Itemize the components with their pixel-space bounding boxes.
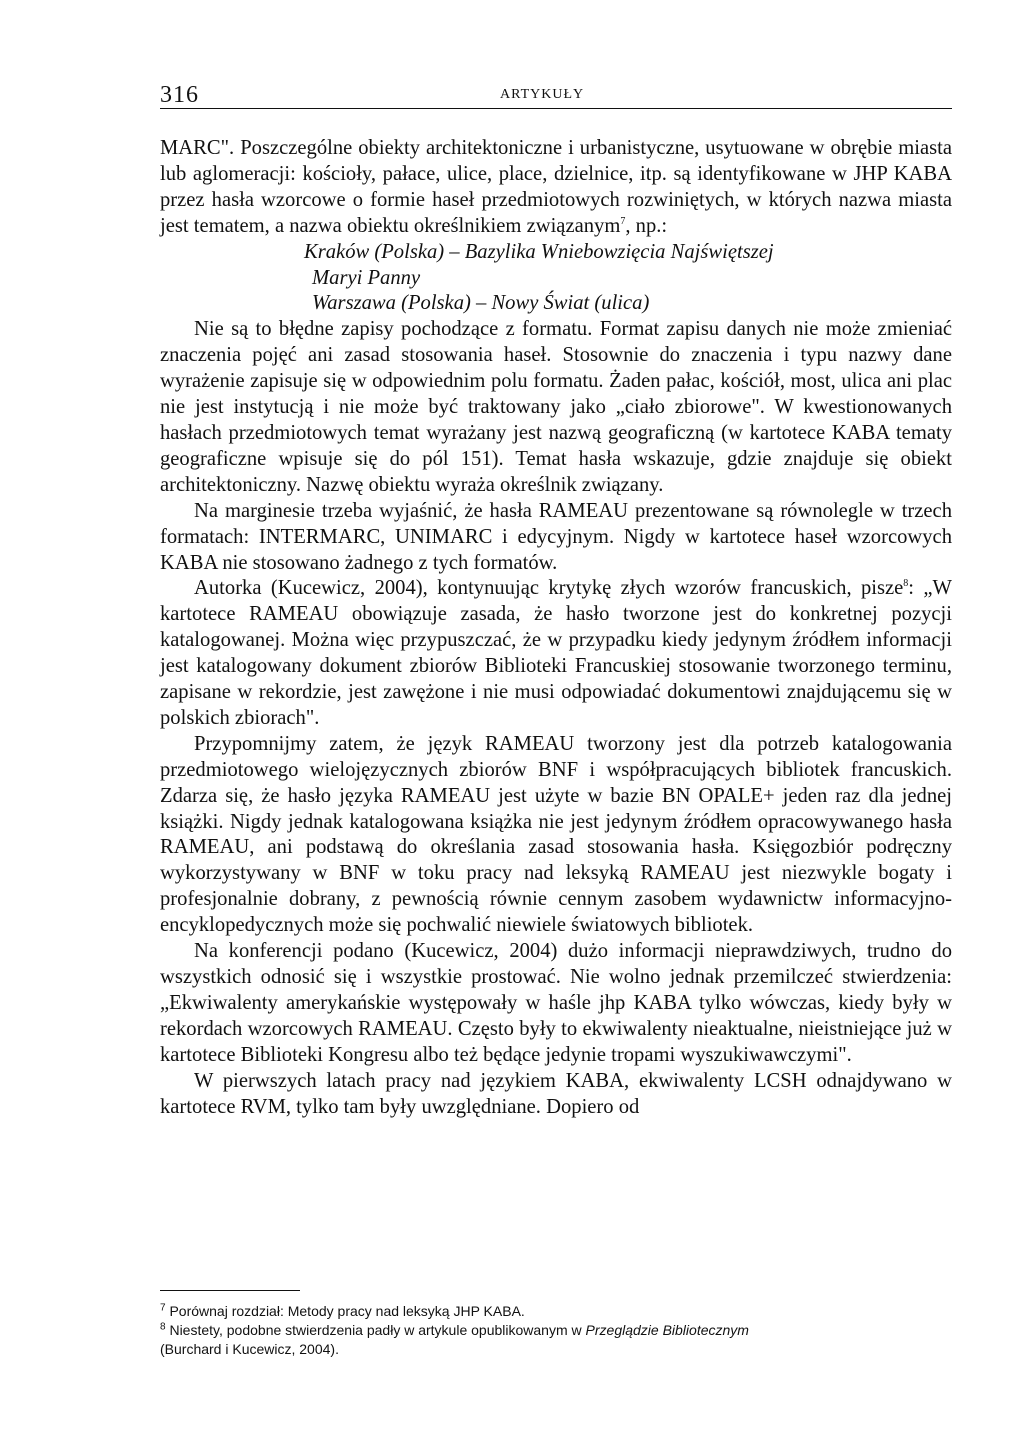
footnote-8-text: Niestety, podobne stwierdzenia padły w artykule opublikowanym w xyxy=(169,1322,582,1338)
paragraph-7: W pierwszych latach pracy nad językiem KABA, ekwiwalenty LCSH odnajdywano w kartotece RVM, tylko tam były uwzględniane. Dopiero od xyxy=(160,1069,952,1118)
paragraph-1 xyxy=(160,136,952,240)
paragraph-5: Przypomnijmy zatem, że język RAMEAU tworzony jest dla potrzeb katalogowania przedmiotowego wielojęzycznych zbiorów BNF i współpracujących bibliotek francuskich. Zdarza się, że hasło języka RAMEAU jest użyte w bazie BN OPALE+ jeden raz dla jednej książki. Nigdy jednak katalogowana książka nie jest jedynym źródłem opracowywanego hasła RAMEAU, ani podstawą do określania zasad stosowania hasła. Księgozbiór podręczny wykorzystywany w BNF w toku pracy nad leksyką RAMEAU jest niezwykle bogaty i profesjonalnie dobrany, z pewnością równie cennym zasobem wydawnictw informacyjno-encyklopedycznych może się pochwalić niewiele światowych bibliotek. xyxy=(160,732,952,937)
paragraph-6: Na konferencji podano (Kucewicz, 2004) dużo informacji nieprawdziwych, trudno do wszystkich odnosić się i wszystkie prostować. Nie wolno jednak przemilczeć stwierdzenia: „Ekwiwalenty amerykańskie występowały w haśle jhp KABA tylko wówczas, kiedy były w rekordach wzorcowych RAMEAU. Często były to ekwiwalenty nieaktualne, nieistniejące już w kartotece Biblioteki Kongresu albo też będące jedynie tropami wyszukiwawczymi". xyxy=(160,940,952,1066)
example-headings xyxy=(304,240,952,318)
page-header xyxy=(160,70,952,109)
footnote-ref-8: 8 xyxy=(903,578,909,590)
page-number: 316 xyxy=(160,82,199,108)
example-heading-1: Kraków (Polska) – Bazylika Wniebowzięcia Najświętszej xyxy=(304,240,774,263)
footnotes xyxy=(160,1302,952,1359)
footnote-8-journal-title: Przeglądzie Bibliotecznym xyxy=(585,1322,749,1338)
footnote-8 xyxy=(160,1321,952,1340)
example-heading-2: Warszawa (Polska) – Nowy Świat (ulica) xyxy=(312,292,650,315)
footnote-8-number: 8 xyxy=(160,1321,166,1333)
footnote-7 xyxy=(160,1302,952,1321)
paragraph-2: Nie są to błędne zapisy pochodzące z formatu. Format zapisu danych nie może zmieniać znaczenia pojęć ani zasad stosowania haseł. Stosownie do znaczenia i typu nazwy dane wyrażenie zapisuje się w odpowiednim polu formatu. Żaden pałac, kościół, most, ulica ani plac nie jest instytucją i nie może być traktowany jako „ciało zbiorowe". W kwestionowanych hasłach przedmiotowych temat wyrażany jest nazwą geograficzną (w kartotece KABA tematy geograficzne wpisuje się do pól 151). Temat hasła wskazuje, gdzie znajduje się obiekt architektoniczny. Nazwę obiektu wyraża określnik związany. xyxy=(160,318,952,496)
footnote-ref-7: 7 xyxy=(620,215,626,227)
paragraph-1-text: MARC". Poszczególne obiekty architektoniczne i urbanistyczne, usytuowane w obrębie miasta lub aglomeracji: kościoły, pałace, ulice, place, dzielnice, itp. są identyfikowane w JHP KABA przez hasła wzorcowe o formie haseł przedmiotowych rozwiniętych, w których nazwa miasta jest tematem, a nazwa obiektu określnikiem związanym xyxy=(160,137,952,237)
page xyxy=(160,70,952,1357)
footnote-7-number: 7 xyxy=(160,1302,166,1314)
article-body xyxy=(160,136,952,1120)
footnote-divider xyxy=(160,1290,300,1291)
footnote-7-text: Porównaj rozdział: Metody pracy nad leksyką JHP KABA. xyxy=(169,1303,525,1319)
footnote-8-continuation: (Burchard i Kucewicz, 2004). xyxy=(160,1341,339,1357)
paragraph-4-start: Autorka (Kucewicz, 2004), kontynuując krytykę złych wzorów francuskich, pisze xyxy=(194,577,904,600)
paragraph-3: Na marginesie trzeba wyjaśnić, że hasła RAMEAU prezentowane są równolegle w trzech formatach: INTERMARC, UNIMARC i edycyjnym. Nigdy w kartotece haseł wzorcowych KABA nie stosowano żadnego z tych formatów. xyxy=(160,499,952,574)
running-title: ARTYKUŁY xyxy=(500,87,585,102)
paragraph-1-end: , np.: xyxy=(625,214,668,237)
example-heading-1-continuation: Maryi Panny xyxy=(312,266,421,289)
paragraph-4 xyxy=(160,576,952,731)
paragraph-4-end: : „W kartotece RAMEAU obowiązuje zasada, że hasło tworzone jest do konkretnej pozycji katalogowanej. Można więc przypuszczać, że w przypadku kiedy jedynym źródłem informacji jest katalogowany dokument zbiorów Biblioteki Francuskiej stosowanie tworzonego terminu, zapisane w rekordzie, jest zawężone i nie musi odpowiadać dokumentowi znajdującemu się w polskich zbiorach". xyxy=(160,577,952,729)
